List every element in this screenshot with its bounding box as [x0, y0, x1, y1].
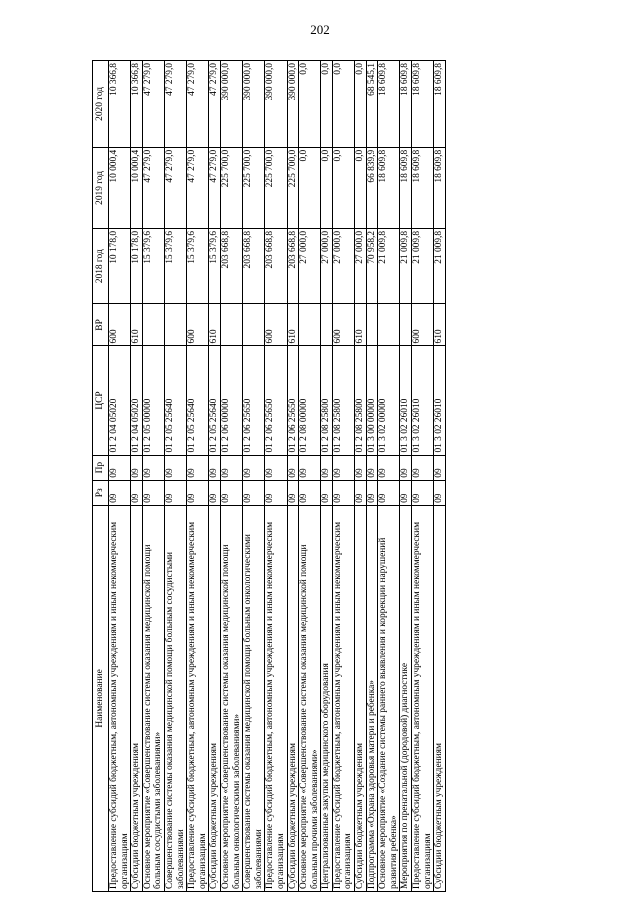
cell-rz: 09 — [332, 480, 354, 505]
cell-rz: 09 — [131, 480, 143, 505]
cell-rz: 09 — [243, 480, 265, 505]
cell-csr: 01 2 06 25650 — [265, 346, 287, 455]
table-row — [412, 61, 434, 892]
cell-name: Централизованные закупки медицинского оборудования — [321, 505, 333, 891]
cell-2020: 47 279,0 — [187, 61, 209, 148]
cell-rz: 09 — [287, 480, 299, 505]
cell-csr: 01 3 02 26010 — [400, 346, 412, 455]
cell-vr — [142, 304, 164, 346]
cell-name: Субсидии бюджетным учреждениям — [131, 505, 143, 891]
cell-rz: 09 — [220, 480, 242, 505]
table-row — [287, 61, 299, 892]
cell-2019: 47 279,0 — [164, 147, 186, 228]
cell-rz: 09 — [209, 480, 221, 505]
cell-2018: 15 379,6 — [142, 228, 164, 304]
cell-rz: 09 — [355, 480, 367, 505]
cell-vr — [378, 304, 400, 346]
cell-2020: 10 366,8 — [109, 61, 131, 148]
cell-2018: 203 668,8 — [220, 228, 242, 304]
cell-pr: 09 — [164, 455, 186, 480]
cell-2020: 390 000,0 — [243, 61, 265, 148]
cell-vr — [220, 304, 242, 346]
cell-csr: 01 2 04 05020 — [131, 346, 143, 455]
cell-2018: 10 178,0 — [109, 228, 131, 304]
cell-csr: 01 2 05 25640 — [187, 346, 209, 455]
cell-name: Субсидии бюджетным учреждениям — [209, 505, 221, 891]
cell-2019: 0,0 — [321, 147, 333, 228]
cell-name: Субсидии бюджетным учреждениям — [355, 505, 367, 891]
header-2020: 2020 год — [93, 61, 109, 148]
cell-2019: 225 700,0 — [287, 147, 299, 228]
cell-2018: 27 000,0 — [321, 228, 333, 304]
table-row — [400, 61, 412, 892]
cell-name: Предоставление субсидий бюджетным, автономным учреждениям и иным некоммерческим организациям — [332, 505, 354, 891]
cell-pr: 09 — [109, 455, 131, 480]
cell-pr: 09 — [321, 455, 333, 480]
cell-rz: 09 — [187, 480, 209, 505]
cell-pr: 09 — [131, 455, 143, 480]
cell-name: Основное мероприятие «Совершенствование системы оказания медицинской помощи больным прочими заболеваниями» — [299, 505, 321, 891]
table-row — [299, 61, 321, 892]
cell-rz: 09 — [378, 480, 400, 505]
cell-2019: 0,0 — [355, 147, 367, 228]
cell-name: Предоставление субсидий бюджетным, автономным учреждениям и иным некоммерческим организациям — [265, 505, 287, 891]
cell-rz: 09 — [400, 480, 412, 505]
cell-2020: 10 366,8 — [131, 61, 143, 148]
cell-pr: 09 — [412, 455, 434, 480]
cell-2020: 18 609,8 — [412, 61, 434, 148]
cell-2018: 203 668,8 — [265, 228, 287, 304]
cell-csr: 01 2 08 00000 — [299, 346, 321, 455]
cell-2020: 390 000,0 — [220, 61, 242, 148]
cell-csr: 01 2 08 25800 — [321, 346, 333, 455]
cell-vr: 600 — [187, 304, 209, 346]
cell-csr: 01 3 02 26010 — [412, 346, 434, 455]
cell-rz: 09 — [434, 480, 446, 505]
cell-2019: 47 279,0 — [209, 147, 221, 228]
cell-2020: 47 279,0 — [164, 61, 186, 148]
cell-name: Субсидии бюджетным учреждениям — [287, 505, 299, 891]
header-pr: Пр — [93, 455, 109, 480]
cell-2019: 10 000,4 — [131, 147, 143, 228]
header-csr: ЦСР — [93, 346, 109, 455]
table-row — [209, 61, 221, 892]
cell-pr: 09 — [434, 455, 446, 480]
table-row — [355, 61, 367, 892]
table-row — [131, 61, 143, 892]
cell-name: Предоставление субсидий бюджетным, автономным учреждениям и иным некоммерческим организациям — [109, 505, 131, 891]
cell-2020: 0,0 — [299, 61, 321, 148]
cell-name: Предоставление субсидий бюджетным, автономным учреждениям и иным некоммерческим организациям — [412, 505, 434, 891]
cell-2019: 18 609,8 — [434, 147, 446, 228]
table-body — [109, 61, 446, 892]
cell-pr: 09 — [299, 455, 321, 480]
cell-pr: 09 — [187, 455, 209, 480]
cell-2018: 21 009,8 — [434, 228, 446, 304]
cell-2018: 203 668,8 — [243, 228, 265, 304]
cell-csr: 01 3 02 26010 — [434, 346, 446, 455]
cell-2020: 0,0 — [332, 61, 354, 148]
cell-name: Субсидии бюджетным учреждениям — [434, 505, 446, 891]
cell-vr: 610 — [355, 304, 367, 346]
cell-2019: 18 609,8 — [412, 147, 434, 228]
cell-name: Подпрограмма «Охрана здоровья матери и ребенка» — [366, 505, 378, 891]
cell-2019: 18 609,8 — [400, 147, 412, 228]
cell-vr: 610 — [209, 304, 221, 346]
cell-rz: 09 — [299, 480, 321, 505]
table-row — [220, 61, 242, 892]
cell-pr: 09 — [209, 455, 221, 480]
rotated-table-wrapper — [92, 60, 546, 892]
table-row — [164, 61, 186, 892]
cell-vr — [299, 304, 321, 346]
cell-csr: 01 3 00 00000 — [366, 346, 378, 455]
cell-name: Основное мероприятие «Совершенствование системы оказания медицинской помощи больным сосудистыми заболеваниями» — [142, 505, 164, 891]
cell-2019: 47 279,0 — [142, 147, 164, 228]
header-name: Наименование — [93, 505, 109, 891]
cell-name: Основное мероприятие «Создание системы раннего выявления и коррекции нарушений развития ребенка» — [378, 505, 400, 891]
cell-vr: 610 — [131, 304, 143, 346]
cell-2018: 21 009,8 — [378, 228, 400, 304]
cell-2020: 47 279,0 — [209, 61, 221, 148]
cell-csr: 01 2 06 00000 — [220, 346, 242, 455]
table-row — [378, 61, 400, 892]
cell-2018: 15 379,6 — [209, 228, 221, 304]
cell-rz: 09 — [164, 480, 186, 505]
cell-pr: 09 — [265, 455, 287, 480]
cell-name: Основное мероприятие «Совершенствование системы оказания медицинской помощи больным онкологическими заболеваниями» — [220, 505, 242, 891]
cell-vr — [400, 304, 412, 346]
cell-2020: 18 609,8 — [434, 61, 446, 148]
table-row — [187, 61, 209, 892]
header-2018: 2018 год — [93, 228, 109, 304]
cell-2019: 225 700,0 — [243, 147, 265, 228]
cell-vr — [321, 304, 333, 346]
cell-pr: 09 — [355, 455, 367, 480]
cell-pr: 09 — [243, 455, 265, 480]
table-row — [142, 61, 164, 892]
page-number: 202 — [310, 22, 330, 37]
cell-2018: 27 000,0 — [332, 228, 354, 304]
cell-2019: 0,0 — [332, 147, 354, 228]
cell-vr — [164, 304, 186, 346]
cell-csr: 01 2 06 25650 — [243, 346, 265, 455]
cell-2019: 18 609,8 — [378, 147, 400, 228]
cell-csr: 01 2 05 25640 — [164, 346, 186, 455]
cell-2018: 27 000,0 — [355, 228, 367, 304]
table-row — [332, 61, 354, 892]
cell-rz: 09 — [321, 480, 333, 505]
cell-2018: 15 379,6 — [187, 228, 209, 304]
cell-2020: 47 279,0 — [142, 61, 164, 148]
cell-vr: 600 — [265, 304, 287, 346]
cell-csr: 01 2 06 25650 — [287, 346, 299, 455]
cell-2018: 70 958,2 — [366, 228, 378, 304]
budget-table — [92, 60, 446, 892]
cell-rz: 09 — [109, 480, 131, 505]
cell-pr: 09 — [378, 455, 400, 480]
cell-2018: 10 178,0 — [131, 228, 143, 304]
cell-csr: 01 2 05 25640 — [209, 346, 221, 455]
cell-vr: 600 — [412, 304, 434, 346]
cell-2020: 0,0 — [355, 61, 367, 148]
cell-vr: 610 — [434, 304, 446, 346]
header-rz: Рз — [93, 480, 109, 505]
cell-2020: 0,0 — [321, 61, 333, 148]
table-header-row — [93, 61, 109, 892]
cell-2019: 66 839,9 — [366, 147, 378, 228]
table-row — [265, 61, 287, 892]
cell-2018: 15 379,6 — [164, 228, 186, 304]
cell-2019: 47 279,0 — [187, 147, 209, 228]
cell-csr: 01 2 04 05020 — [109, 346, 131, 455]
cell-pr: 09 — [220, 455, 242, 480]
cell-vr — [243, 304, 265, 346]
cell-csr: 01 3 02 00000 — [378, 346, 400, 455]
cell-name: Мероприятия по пренатальной (дородовой) диагностике — [400, 505, 412, 891]
cell-2020: 390 000,0 — [265, 61, 287, 148]
cell-vr: 600 — [109, 304, 131, 346]
cell-pr: 09 — [366, 455, 378, 480]
cell-name: Совершенствование системы оказания медицинской помощи больным сосудистыми заболеваниями — [164, 505, 186, 891]
cell-2019: 225 700,0 — [265, 147, 287, 228]
cell-vr: 600 — [332, 304, 354, 346]
cell-2020: 18 609,8 — [400, 61, 412, 148]
cell-rz: 09 — [142, 480, 164, 505]
header-2019: 2019 год — [93, 147, 109, 228]
table-row — [109, 61, 131, 892]
cell-csr: 01 2 05 00000 — [142, 346, 164, 455]
cell-2018: 21 009,8 — [412, 228, 434, 304]
cell-2018: 21 009,8 — [400, 228, 412, 304]
cell-2018: 203 668,8 — [287, 228, 299, 304]
table-row — [321, 61, 333, 892]
cell-rz: 09 — [265, 480, 287, 505]
cell-2020: 390 000,0 — [287, 61, 299, 148]
cell-pr: 09 — [332, 455, 354, 480]
cell-2019: 10 000,4 — [109, 147, 131, 228]
table-row — [434, 61, 446, 892]
cell-csr: 01 2 08 25800 — [332, 346, 354, 455]
table-row — [366, 61, 378, 892]
cell-pr: 09 — [400, 455, 412, 480]
cell-2018: 27 000,0 — [299, 228, 321, 304]
cell-2020: 68 545,1 — [366, 61, 378, 148]
table-row — [243, 61, 265, 892]
cell-rz: 09 — [412, 480, 434, 505]
cell-name: Предоставление субсидий бюджетным, автономным учреждениям и иным некоммерческим организациям — [187, 505, 209, 891]
cell-2020: 18 609,8 — [378, 61, 400, 148]
cell-pr: 09 — [142, 455, 164, 480]
cell-vr — [366, 304, 378, 346]
cell-2019: 0,0 — [299, 147, 321, 228]
cell-name: Совершенствование системы оказания медицинской помощи больным онкологическими заболеваниями — [243, 505, 265, 891]
cell-rz: 09 — [366, 480, 378, 505]
cell-pr: 09 — [287, 455, 299, 480]
cell-csr: 01 2 08 25800 — [355, 346, 367, 455]
cell-2019: 225 700,0 — [220, 147, 242, 228]
cell-vr: 610 — [287, 304, 299, 346]
header-vr: ВР — [93, 304, 109, 346]
